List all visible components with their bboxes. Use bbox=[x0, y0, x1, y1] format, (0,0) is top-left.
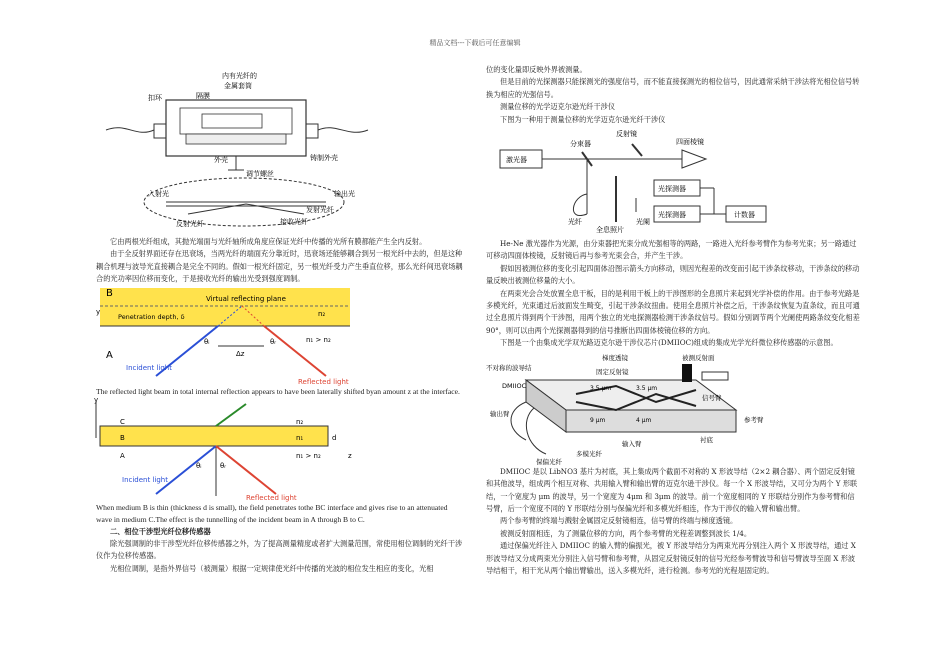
paragraph: 下图是一个由集成光学双光路迈克尔逊干涉仪芯片(DMIIOC)组成的集成光学光纤微位移传感器的示意图。 bbox=[500, 338, 838, 348]
label-casting: 铸制外壳 bbox=[310, 154, 338, 162]
michelson-interferometer-figure bbox=[486, 126, 860, 238]
signal-arm-label: 信号臂 bbox=[702, 393, 722, 402]
theta-i-label: θᵢ bbox=[196, 461, 202, 470]
fixed-mirror-label: 固定反射镜 bbox=[596, 367, 629, 376]
thickness-label: d bbox=[332, 433, 337, 442]
paragraph: 除光强调制的非干涉型光纤位移传感器之外，为了提高测量精度或者扩大测量范围，常使用相位调制的光纤干涉仪作为位移传感器。 bbox=[96, 539, 463, 561]
reflected-light-label: Reflected light bbox=[298, 377, 349, 386]
dz-label: Δz bbox=[236, 349, 245, 358]
tunnelling-figure bbox=[94, 395, 464, 502]
medium-b-label: B bbox=[106, 287, 113, 299]
left-column bbox=[96, 64, 464, 575]
stop-label: 光阑 bbox=[636, 218, 650, 227]
paragraph: 由于全反射界面还存在迅衰场，当两光纤的端面充分靠近时，迅衰场还能够耦合到另一根光纤中去的，但是这种耦合机理与波导光直接耦合是完全不同的。假如一根光纤固定，另一根光纤受力产生垂直位移，那么光纤间迅衰场耦合的光功率因位移而变化，于是接收光纤的输出光受到强度调制。 bbox=[96, 249, 463, 284]
width-label-3: 9 μm bbox=[590, 416, 606, 424]
prism-label: 四面棱镜 bbox=[676, 138, 704, 147]
output-arm-label: 输出臂 bbox=[490, 409, 510, 418]
incident-light-label: Incident light bbox=[122, 475, 168, 484]
label-incident-light: 入射光 bbox=[148, 190, 169, 198]
virtual-plane-label: Virtual reflecting plane bbox=[206, 294, 286, 303]
medium-b-label: B bbox=[120, 433, 125, 442]
medium-c-label: C bbox=[120, 417, 125, 426]
counter-label: 计数器 bbox=[734, 211, 755, 220]
page-header: 精品文档---下载后可任意编辑 bbox=[429, 39, 521, 47]
caption: The reflected light beam in total internal reflection appears to have been laterally shifted byan amount z at the interface. bbox=[96, 386, 460, 396]
measured-surface-label: 被测反射面 bbox=[682, 353, 715, 362]
paragraph: 测量位移的光学迈克尔逊光纤干涉仪 bbox=[500, 102, 616, 112]
z-axis-label: z bbox=[348, 451, 352, 460]
paragraph: DMIIOC 是以 LibNO3 基片为衬底，其上集成两个截面不对称的 X 形波导结（2×2 耦合器）、两个固定反射镜和其他波导，组成两个相互对称、共用输入臂和输出臂的迈克尔逊干涉仪。每一个 X 形波导结，又可分为两个 Y 形联结，一个宽度为 μm 的波导，另一个宽度为 4μm 和 3μm 的波导。前一个宽度相同的 Y 形联结分别作为参考臂和信号臂，后一个宽度不同的 Y 形联结分别与保偏光纤和多模光纤相连，作为干涉仪的输入臂和输出臂。 bbox=[486, 466, 858, 513]
incident-light-label: Incident light bbox=[126, 363, 172, 372]
paragraph: 在两束光会合处放置全息干板，目的是利用干板上的干涉图形的全息照片来起到光学补偿的作用。由于参考光路是多模光纤，光束通过后波面发生畸变，引起干涉条纹扭曲。使用全息照片补偿之后，干涉条纹恢复为直条纹，而且可通过全息照片得到两个干涉图，用两个独立的光电探测器检测干涉条纹信号。假如分别调节两个光阑使两路条纹变化相差 90°，则可以由两个光探测器得到的信号推断出四面体棱镜位移的方向。 bbox=[486, 288, 860, 335]
n1n2-label: n₁ > n₂ bbox=[296, 451, 321, 460]
medium-a-label: A bbox=[120, 451, 125, 460]
theta-i-label: θᵢ bbox=[204, 337, 210, 346]
splitter-label: 分束器 bbox=[570, 140, 591, 149]
paragraph: 两个参考臂的终端与溅射金属固定反射镜相连，信号臂的终端与梯度透镜。 bbox=[500, 516, 738, 526]
y-axis-label: y bbox=[96, 307, 101, 316]
penetration-label: Penetration depth, δ bbox=[118, 312, 185, 321]
width-label-4: 4 μm bbox=[636, 416, 652, 424]
fiber-sensor-structure-figure bbox=[96, 64, 464, 236]
label-diaphragm: 隔膜 bbox=[196, 92, 210, 100]
label-fiber-sleeve: 内有光纤的 bbox=[222, 72, 257, 80]
caption: When medium B is thin (thickness d is small), the field penetrates tothe BC interface and gives rise to an attenuated wave in medium C.The effect is the tunnelling of the incident beam in A through B to C. bbox=[96, 502, 448, 524]
label-emit-fiber: 发射光纤 bbox=[306, 206, 334, 214]
dmiioc-label: DMIIOC bbox=[502, 381, 527, 390]
detector1-label: 光探测器 bbox=[658, 185, 686, 194]
mirror-label: 反射镜 bbox=[616, 130, 637, 139]
width-label-2: 3.5 μm bbox=[636, 384, 658, 392]
input-arm-label: 输入臂 bbox=[622, 439, 642, 448]
asym-junction-label: 不对称的波导结 bbox=[486, 363, 532, 372]
theta-r-label: θᵣ bbox=[270, 337, 277, 346]
hologram-label: 全息照片 bbox=[596, 226, 624, 235]
paragraph: 位的变化量即反映外界被测量。 bbox=[486, 65, 587, 74]
label-metal-sleeve: 金属套筒 bbox=[224, 82, 252, 90]
paragraph: He-Ne 激光器作为光源，由分束器把光束分成光强相等的两路，一路进入光纤参考臂作为参考光束；另一路通过可移动四面体棱镜，反射镜后再与参考光束会合，并产生干涉。 bbox=[486, 239, 857, 261]
label-clasp: 扣环 bbox=[148, 94, 162, 102]
pm-fiber-label: 保偏光纤 bbox=[536, 457, 562, 466]
paragraph: 它由两根光纤组成，其抛光端面与光纤轴所成角度应保证光纤中传播的光所有膜都能产生全内反射。 bbox=[110, 237, 427, 246]
multimode-fiber-label: 多模光纤 bbox=[576, 449, 602, 458]
paragraph: 下图为一种用于测量位移的光学迈克尔逊光纤干涉仪 bbox=[500, 114, 666, 124]
n2-label: n₂ bbox=[318, 309, 326, 318]
theta-r-label: θᵣ bbox=[220, 461, 227, 470]
width-label-1: 3.5 μm bbox=[590, 384, 612, 392]
paragraph: 光相位调制，是指外界信号（被测量）根据一定规律使光纤中传播的光波的相位发生相应的变化，光相 bbox=[110, 563, 434, 573]
n1-label: n₁ bbox=[296, 433, 304, 442]
n1-label: n₁ > n₂ bbox=[306, 335, 331, 344]
reflected-light-label: Reflected light bbox=[246, 493, 297, 502]
dmiioc-sensor-figure bbox=[486, 350, 860, 466]
detector2-label: 光探测器 bbox=[658, 211, 686, 220]
label-receive-fiber: 接收光纤 bbox=[280, 218, 308, 226]
label-reflect-fiber: 反射光纤 bbox=[176, 220, 204, 228]
label-adjust-screw: 调节螺丝 bbox=[246, 170, 274, 178]
grin-lens-label: 梯度透镜 bbox=[602, 353, 628, 362]
label-output-light: 输出光 bbox=[334, 190, 355, 198]
paragraph: 但是目前的光探测器只能探测光的强度信号，而不能直接探测光的相位信号，因此通常采纳干涉法将光相位信号转换为相应的光强信号。 bbox=[486, 77, 860, 99]
fiber-label: 光纤 bbox=[568, 218, 582, 227]
y-axis-label: y bbox=[94, 395, 99, 404]
substrate-label: 衬底 bbox=[700, 435, 713, 444]
paragraph: 假如因被测位移的变化引起四面体沿图示箭头方向移动，则因光程差的改变而引起干涉条纹移动，干涉条纹的移动量反映出被测位移量的大小。 bbox=[486, 263, 860, 286]
label-shell: 外壳 bbox=[214, 156, 228, 164]
n2-label: n₂ bbox=[296, 417, 304, 426]
tir-lateral-shift-figure bbox=[96, 286, 464, 386]
medium-a-label: A bbox=[106, 349, 113, 361]
paragraph: 通过保偏光纤注入 DMIIOC 的输入臂的偏振光，被 Y 形波导结分为两束光再分别注入两个 X 形波导结，通过 X 形波导结又分成两束光分别注入信号臂和参考臂，从固定反射镜反射的信号光经参考臂波导和信号臂波导至面 X 形波导结相干，相干光从两个输出臂输出，送入多模光纤，进行检测。参考光的光程是固定的。 bbox=[486, 541, 856, 575]
reference-arm-label: 参考臂 bbox=[744, 415, 764, 424]
laser-label: 激光器 bbox=[506, 156, 527, 165]
section-heading: 二、相位干涉型光纤位移传感器 bbox=[110, 526, 211, 536]
paragraph: 被测反射面相连，为了测量位移的方向，两个参考臂的光程差调整到波长 1/4。 bbox=[500, 528, 752, 538]
right-column bbox=[486, 64, 860, 577]
